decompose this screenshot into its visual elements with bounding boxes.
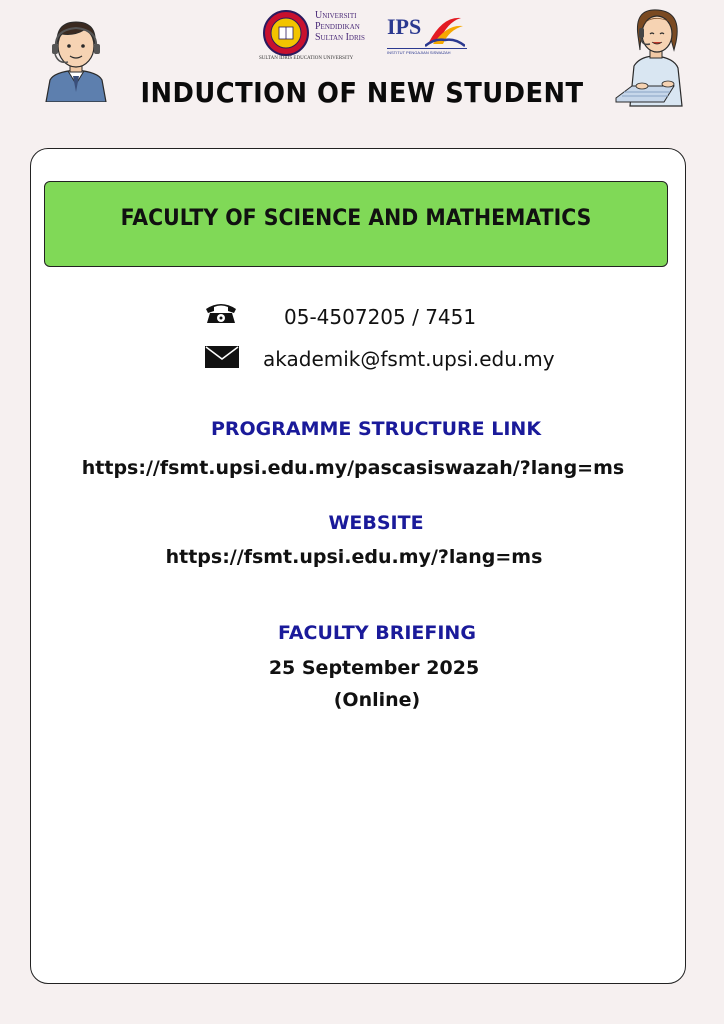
faculty-name: FACULTY OF SCIENCE AND MATHEMATICS: [120, 206, 592, 231]
upsi-logo-line1: Universiti: [315, 10, 357, 21]
briefing-date: 25 September 2025: [268, 657, 480, 679]
upsi-logo: [259, 10, 371, 66]
upsi-logo-line2: Pendidikan: [315, 21, 360, 32]
telephone-icon: [204, 301, 238, 325]
upsi-logo-line3: Sultan Idris: [315, 32, 365, 43]
faculty-banner: [44, 181, 668, 267]
briefing-mode: (Online): [333, 689, 421, 711]
programme-structure-heading: PROGRAMME STRUCTURE LINK: [210, 418, 542, 440]
ips-logo-subtitle: INSTITUT PENGAJIAN SISWAZAH: [387, 48, 467, 55]
upsi-logo-subtitle: SULTAN IDRIS EDUCATION UNIVERSITY: [259, 56, 354, 61]
website-link[interactable]: https://fsmt.upsi.edu.my/?lang=ms: [165, 546, 543, 568]
ips-logo-name: IPS: [387, 14, 422, 39]
programme-structure-link[interactable]: https://fsmt.upsi.edu.my/pascasiswazah/?lang=ms: [81, 457, 625, 479]
ips-logo: [385, 10, 465, 66]
website-heading: WEBSITE: [328, 512, 424, 534]
envelope-icon: [205, 346, 239, 368]
page-title: INDUCTION OF NEW STUDENT: [140, 76, 584, 109]
email-address: akademik@fsmt.upsi.edu.my: [263, 347, 555, 371]
faculty-briefing-heading: FACULTY BRIEFING: [278, 622, 476, 644]
phone-number: 05-4507205 / 7451: [284, 305, 477, 329]
